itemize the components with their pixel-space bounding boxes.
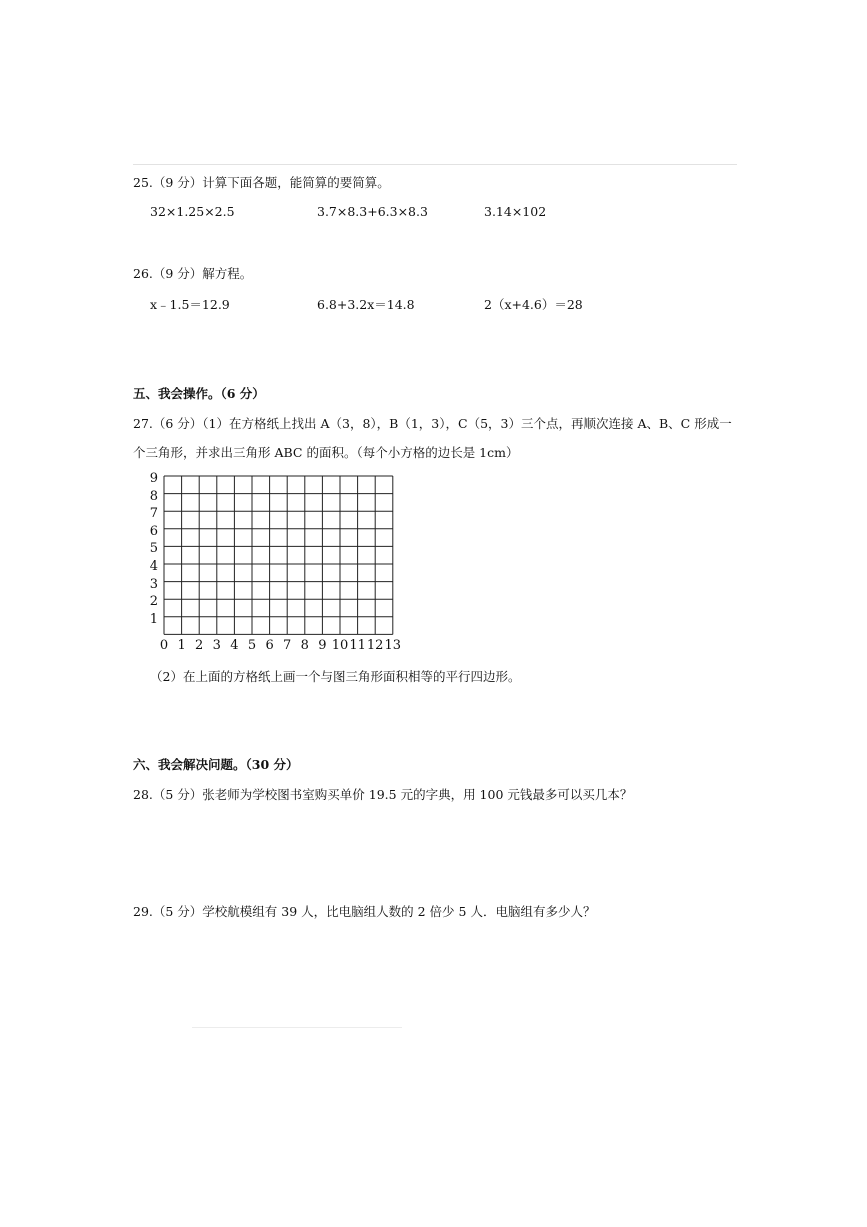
y-axis-label: 2 [149,594,158,610]
x-axis-label: 10 [331,638,349,654]
y-axis-label: 8 [149,488,158,504]
q29-text: 29.（5 分）学校航模组有 39 人，比电脑组人数的 2 倍少 5 人．电脑组有多少人？ [133,904,596,919]
x-axis-label: 11 [349,638,366,654]
y-axis-label: 7 [149,506,158,522]
y-axis-label: 4 [149,559,158,574]
q25-expr-2: 3.7×8.3+6.3×8.3 [317,204,428,219]
x-axis-label: 9 [318,638,327,654]
x-axis-label: 4 [230,638,239,654]
q25-expr-1: 32×1.25×2.5 [150,204,235,219]
q27-line-2: 个三角形，并求出三角形 ABC 的面积。（每个小方格的边长是 1cm） [133,445,519,460]
q26-equation-2: 6.8+3.2x＝14.8 [317,297,415,312]
y-axis-label: 9 [149,471,158,486]
q28-text: 28.（5 分）张老师为学校图书室购买单价 19.5 元的字典，用 100 元钱最多可以买几本？ [133,787,633,802]
y-axis-label: 6 [149,523,158,539]
q25-title: 25.（9 分）计算下面各题，能简算的要简算。 [133,175,390,190]
q26-equation-3: 2（x+4.6）＝28 [484,297,583,312]
x-axis-label: 8 [300,638,309,654]
x-axis-label: 6 [265,638,274,654]
x-axis-label: 12 [366,638,384,654]
y-axis-label: 3 [149,576,158,592]
q27-part-2: （2）在上面的方格纸上画一个与图三角形面积相等的平行四边形。 [150,669,521,684]
y-axis-label: 1 [149,611,158,627]
graph-paper [140,468,420,658]
x-axis-label: 0 [159,638,169,654]
q26-title: 26.（9 分）解方程。 [133,266,253,281]
bottom-divider [192,1027,402,1028]
x-axis-label: 1 [177,638,186,654]
q25-expr-3: 3.14×102 [484,204,547,219]
section6-heading: 六、我会解决问题。（30 分） [133,757,299,772]
x-axis-label: 7 [283,638,292,654]
q27-line-1: 27.（6 分）（1）在方格纸上找出 A（3，8），B（1，3），C（5，3）三个点，再顺次连接 A、B、C 形成一 [133,416,732,431]
grid-lines [140,468,420,658]
q26-equation-1: x﹣1.5＝12.9 [150,297,230,312]
x-axis-label: 2 [195,638,204,654]
x-axis-label: 3 [212,638,221,654]
section5-heading: 五、我会操作。（6 分） [133,386,265,401]
x-axis-label: 5 [247,638,257,654]
y-axis-label: 5 [149,541,158,557]
x-axis-label: 13 [384,638,402,654]
top-divider [133,164,737,165]
